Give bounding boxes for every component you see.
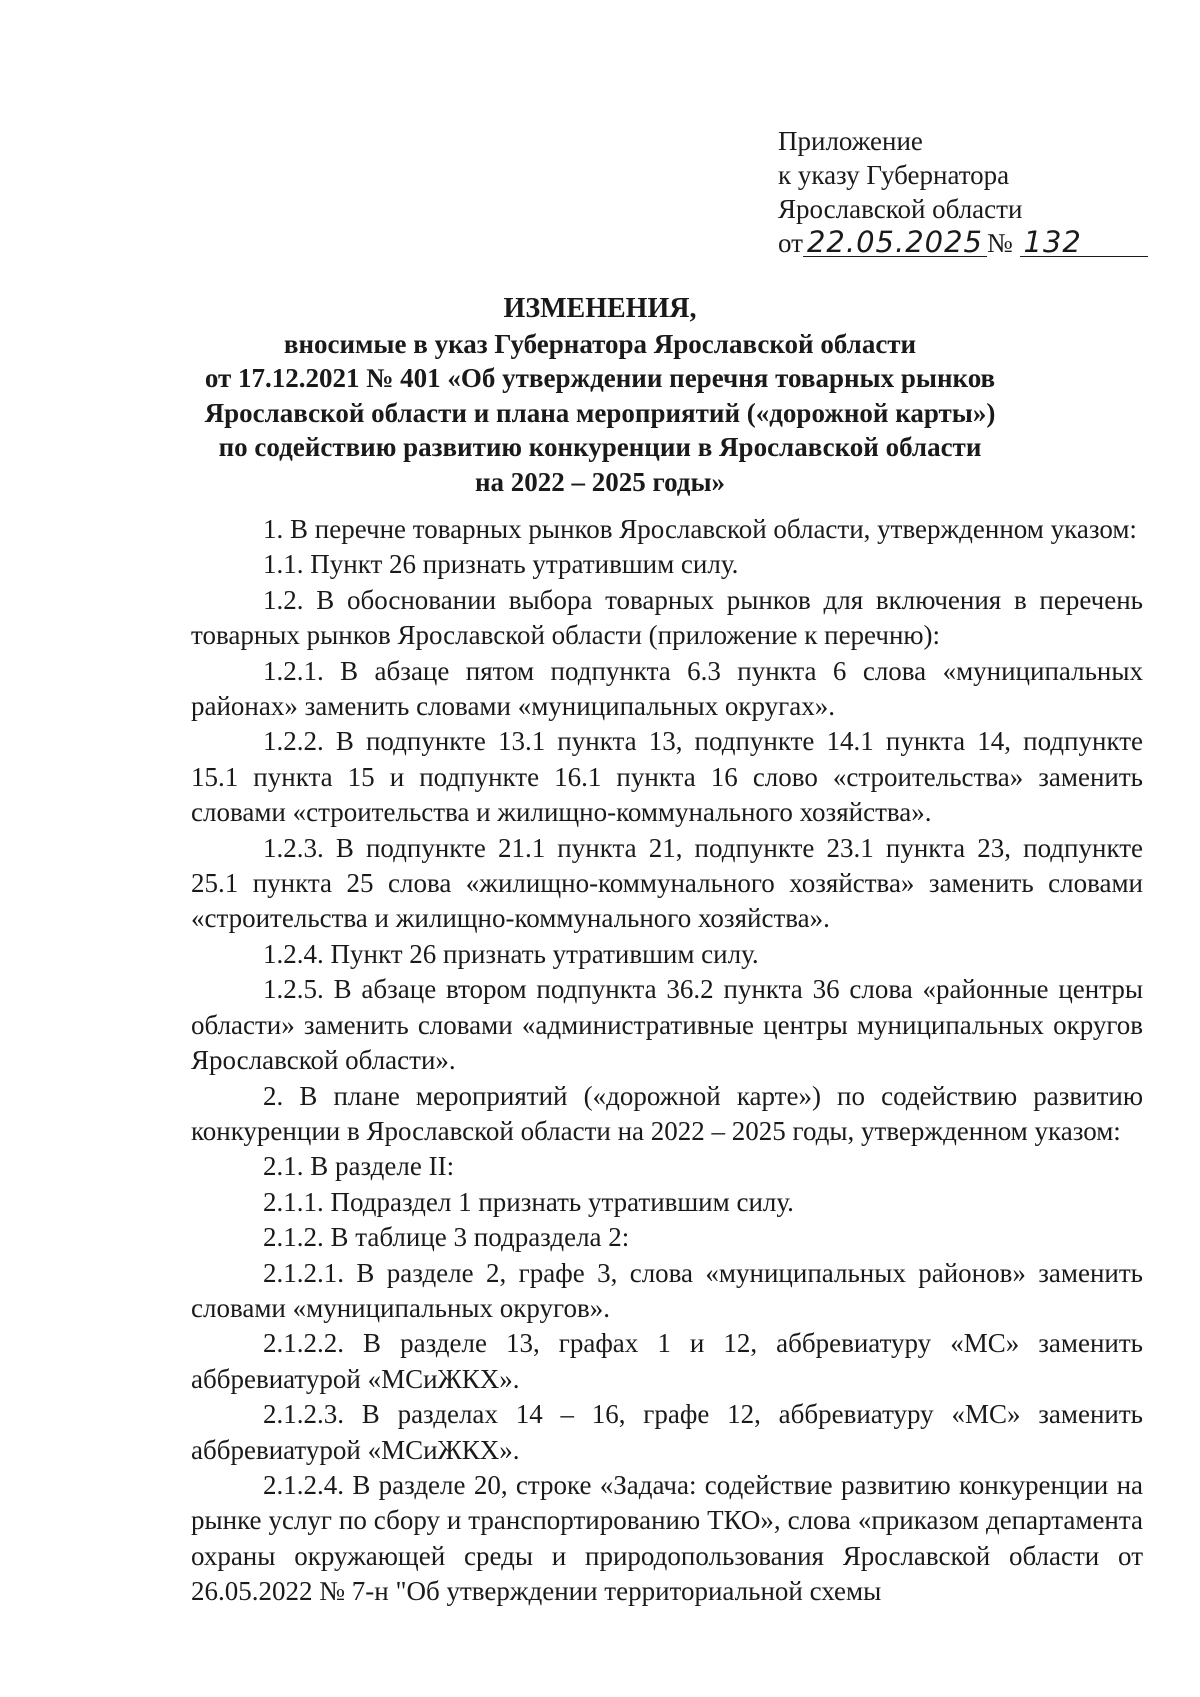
title-line: от 17.12.2021 № 401 «Об утверждении перечня товарных рынков bbox=[204, 363, 996, 393]
paragraph: 1.2. В обосновании выбора товарных рынков для включения в перечень товарных рынков Ярославской области (приложение к перечню): bbox=[191, 584, 1143, 651]
appendix-line: к указу Губернатора bbox=[778, 160, 1010, 190]
paragraph: 2.1.2. В таблице 3 подраздела 2: bbox=[263, 1222, 630, 1253]
paragraph: 2.1.1. Подраздел 1 признать утратившим силу. bbox=[263, 1186, 794, 1217]
appendix-block bbox=[778, 124, 1148, 260]
from-label: от bbox=[778, 228, 803, 258]
appendix-line: Приложение bbox=[778, 126, 923, 156]
paragraph: 2.1.2.3. В разделах 14 – 16, графе 12, аббревиатуру «МС» заменить аббревиатурой «МСиЖКХ». bbox=[191, 1399, 1143, 1465]
document-body bbox=[191, 512, 1143, 1610]
paragraph: 2.1.2.2. В разделе 13, графах 1 и 12, аббревиатуру «МС» заменить аббревиатурой «МСиЖКХ». bbox=[191, 1328, 1143, 1394]
appendix-line: Ярославской области bbox=[778, 194, 1023, 224]
title-line: Ярославской области и плана мероприятий («дорожной карты») bbox=[204, 397, 996, 428]
paragraph: 1.1. Пункт 26 признать утратившим силу. bbox=[263, 549, 739, 580]
paragraph: 1. В перечне товарных рынков Ярославской области, утвержденном указом: bbox=[263, 514, 1137, 544]
number-label: № bbox=[987, 228, 1013, 258]
paragraph: 1.2.5. В абзаце втором подпункта 36.2 пункта 36 слова «районные центры области» заменить словами «административные центры муниципальных округов Ярославской области». bbox=[191, 974, 1143, 1076]
paragraph: 2. В плане мероприятий («дорожной карте») по содействию развитию конкуренции в Ярославской области на 2022 – 2025 годы, утвержденном указом: bbox=[191, 1080, 1143, 1146]
title-heading: ИЗМЕНЕНИЯ, bbox=[503, 293, 697, 324]
paragraph: 1.2.3. В подпункте 21.1 пункта 21, подпункте 23.1 пункта 23, подпункте 25.1 пункта 25 слова «жилищно-коммунального хозяйства» заменить словами «строительства и жилищно-коммунального хозяйства». bbox=[191, 832, 1143, 934]
document-title bbox=[150, 292, 1050, 499]
handwritten-date: 22.05.2025 bbox=[803, 228, 987, 257]
appendix-date-line bbox=[778, 226, 1148, 260]
title-line: по содействию развитию конкуренции в Ярославской области bbox=[218, 432, 982, 462]
paragraph: 2.1.2.1. В разделе 2, графе 3, слова «муниципальных районов» заменить словами «муниципальных округов». bbox=[191, 1257, 1143, 1323]
title-line: на 2022 – 2025 годы» bbox=[474, 466, 726, 497]
paragraph: 1.2.1. В абзаце пятом подпункта 6.3 пункта 6 слова «муниципальных районах» заменить словами «муниципальных округах». bbox=[191, 655, 1143, 722]
paragraph: 1.2.2. В подпункте 13.1 пункта 13, подпункте 14.1 пункта 14, подпункте 15.1 пункта 15 и подпункте 16.1 пункта 16 слово «строительства» заменить словами «строительства и жилищно-коммунального хозяйства». bbox=[191, 726, 1143, 828]
paragraph: 2.1. В разделе II: bbox=[263, 1151, 455, 1182]
paragraph: 2.1.2.4. В разделе 20, строке «Задача: содействие развитию конкуренции на рынке услуг по сбору и транспортированию ТКО», слова «приказом департамента охраны окружающей среды и природопользования Ярославской области от 26.05.2022 № 7-н "Об утверждении территориальной схемы bbox=[191, 1469, 1143, 1607]
handwritten-number: 132 bbox=[1020, 228, 1148, 257]
paragraph: 1.2.4. Пункт 26 признать утратившим силу. bbox=[263, 938, 759, 969]
title-line: вносимые в указ Губернатора Ярославской области bbox=[283, 328, 917, 359]
